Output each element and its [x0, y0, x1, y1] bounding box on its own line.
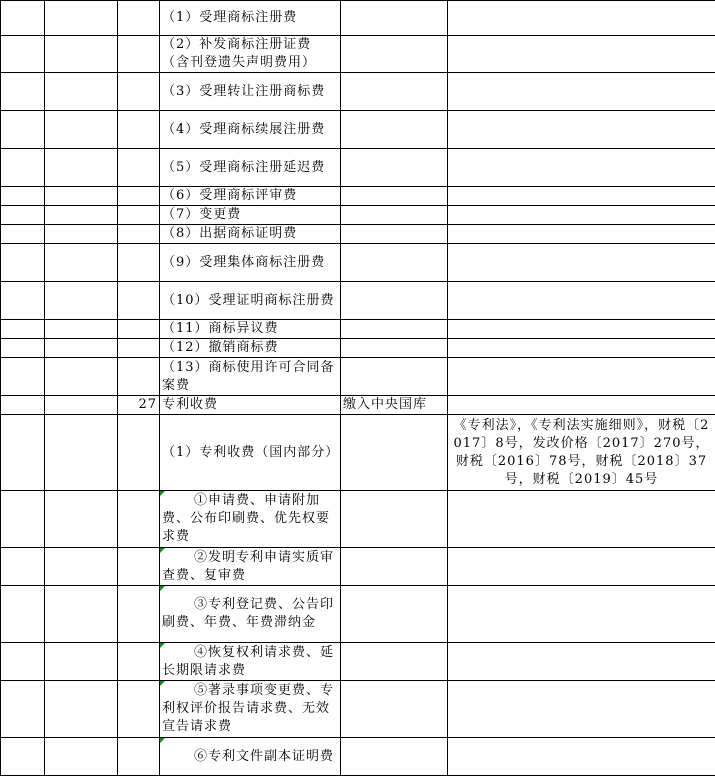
- cell-basis[interactable]: [448, 320, 715, 339]
- cell-basis[interactable]: [448, 738, 715, 776]
- cell-fee-item[interactable]: ②发明专利申请实质审查费、复审费: [160, 548, 341, 586]
- cell-basis[interactable]: [448, 36, 715, 73]
- cell-index[interactable]: [118, 643, 160, 681]
- cell-b[interactable]: [45, 415, 118, 491]
- cell-destination[interactable]: [341, 681, 448, 738]
- table-row: [1, 339, 715, 358]
- cell-basis[interactable]: [448, 244, 715, 282]
- cell-destination[interactable]: [341, 738, 448, 776]
- cell-index[interactable]: [118, 187, 160, 206]
- cell-basis[interactable]: [448, 73, 715, 111]
- cell-fee-item[interactable]: （3）受理转让注册商标费: [160, 73, 341, 111]
- cell-index[interactable]: [118, 225, 160, 244]
- cell-fee-item[interactable]: ③专利登记费、公告印刷费、年费、年费滞纳金: [160, 586, 341, 643]
- cell-a[interactable]: [1, 149, 45, 187]
- cell-basis[interactable]: [448, 225, 715, 244]
- cell-b[interactable]: [45, 643, 118, 681]
- cell-destination[interactable]: [341, 73, 448, 111]
- cell-a[interactable]: [1, 111, 45, 149]
- table-row: [1, 396, 715, 415]
- cell-fee-item[interactable]: （8）出据商标证明费: [160, 225, 341, 244]
- cell-index[interactable]: [118, 681, 160, 738]
- cell-a[interactable]: [1, 358, 45, 396]
- cell-index[interactable]: [118, 491, 160, 548]
- cell-basis[interactable]: [448, 548, 715, 586]
- cell-a[interactable]: [1, 282, 45, 320]
- cell-b[interactable]: [45, 244, 118, 282]
- table-row: [1, 358, 715, 396]
- cell-b[interactable]: [45, 586, 118, 643]
- cell-index[interactable]: [118, 1, 160, 36]
- cell-basis[interactable]: [448, 149, 715, 187]
- cell-fee-item[interactable]: （11）商标异议费: [160, 320, 341, 339]
- table-row: [1, 244, 715, 282]
- table-row: [1, 36, 715, 73]
- cell-a[interactable]: [1, 738, 45, 776]
- table-row: [1, 738, 715, 776]
- table-row: [1, 681, 715, 738]
- cell-basis[interactable]: [448, 282, 715, 320]
- cell-index[interactable]: [118, 358, 160, 396]
- cell-basis[interactable]: [448, 206, 715, 225]
- cell-a[interactable]: [1, 206, 45, 225]
- cell-basis[interactable]: [448, 358, 715, 396]
- table-row: [1, 282, 715, 320]
- cell-index[interactable]: [118, 586, 160, 643]
- cell-fee-item[interactable]: （5）受理商标注册延迟费: [160, 149, 341, 187]
- cell-a[interactable]: [1, 586, 45, 643]
- cell-fee-item[interactable]: （6）受理商标评审费: [160, 187, 341, 206]
- cell-destination[interactable]: [341, 548, 448, 586]
- cell-b[interactable]: [45, 358, 118, 396]
- cell-index[interactable]: [118, 36, 160, 73]
- table-row: [1, 225, 715, 244]
- cell-a[interactable]: [1, 548, 45, 586]
- cell-destination[interactable]: [341, 282, 448, 320]
- table-row: [1, 491, 715, 548]
- table-row: [1, 415, 715, 491]
- cell-fee-item[interactable]: （1）专利收费（国内部分）: [160, 415, 341, 491]
- cell-basis[interactable]: [448, 586, 715, 643]
- cell-destination[interactable]: [341, 643, 448, 681]
- cell-fee-item[interactable]: （10）受理证明商标注册费: [160, 282, 341, 320]
- cell-destination[interactable]: [341, 206, 448, 225]
- table-row: [1, 548, 715, 586]
- cell-basis[interactable]: [448, 111, 715, 149]
- cell-destination[interactable]: [341, 36, 448, 73]
- cell-fee-item[interactable]: （2）补发商标注册证费（含刊登遗失声明费用）: [160, 36, 341, 73]
- cell-destination[interactable]: [341, 339, 448, 358]
- table-row: [1, 1, 715, 36]
- cell-fee-item[interactable]: ①申请费、申请附加费、公布印刷费、优先权要求费: [160, 491, 341, 548]
- cell-b[interactable]: [45, 206, 118, 225]
- cell-basis[interactable]: [448, 339, 715, 358]
- cell-b[interactable]: [45, 225, 118, 244]
- table-row: [1, 320, 715, 339]
- cell-basis[interactable]: [448, 643, 715, 681]
- cell-destination[interactable]: [341, 187, 448, 206]
- cell-fee-item[interactable]: ⑤著录事项变更费、专利权评价报告请求费、无效宣告请求费: [160, 681, 341, 738]
- cell-destination[interactable]: [341, 320, 448, 339]
- cell-b[interactable]: [45, 187, 118, 206]
- cell-a[interactable]: [1, 73, 45, 111]
- table-row: [1, 206, 715, 225]
- table-row: [1, 149, 715, 187]
- cell-basis[interactable]: [448, 1, 715, 36]
- cell-a[interactable]: [1, 320, 45, 339]
- cell-b[interactable]: [45, 282, 118, 320]
- cell-a[interactable]: [1, 225, 45, 244]
- cell-fee-item[interactable]: （12）撤销商标费: [160, 339, 341, 358]
- table-row: [1, 643, 715, 681]
- cell-index[interactable]: [118, 548, 160, 586]
- cell-index[interactable]: [118, 149, 160, 187]
- cell-index[interactable]: 27: [118, 396, 160, 415]
- cell-b[interactable]: [45, 111, 118, 149]
- cell-fee-item[interactable]: ④恢复权利请求费、延长期限请求费: [160, 643, 341, 681]
- cell-basis[interactable]: 《专利法》，《专利法实施细则》，财税〔2017〕8号，发改价格〔2017〕270号，财税〔2016〕78号，财税〔2018〕37号，财税〔2019〕45号: [448, 415, 715, 491]
- table-row: [1, 73, 715, 111]
- table-row: [1, 111, 715, 149]
- cell-basis[interactable]: [448, 187, 715, 206]
- cell-fee-item[interactable]: （1）受理商标注册费: [160, 1, 341, 36]
- cell-b[interactable]: [45, 1, 118, 36]
- cell-a[interactable]: [1, 415, 45, 491]
- cell-b[interactable]: [45, 491, 118, 548]
- cell-fee-item[interactable]: （13）商标使用许可合同备案费: [160, 358, 341, 396]
- cell-destination[interactable]: [341, 415, 448, 491]
- cell-b[interactable]: [45, 396, 118, 415]
- cell-a[interactable]: [1, 187, 45, 206]
- cell-fee-item[interactable]: （4）受理商标续展注册费: [160, 111, 341, 149]
- cell-b[interactable]: [45, 548, 118, 586]
- cell-index[interactable]: [118, 206, 160, 225]
- cell-index[interactable]: [118, 282, 160, 320]
- cell-destination[interactable]: [341, 491, 448, 548]
- cell-destination[interactable]: [341, 358, 448, 396]
- cell-index[interactable]: [118, 244, 160, 282]
- cell-a[interactable]: [1, 681, 45, 738]
- cell-a[interactable]: [1, 643, 45, 681]
- cell-destination[interactable]: [341, 244, 448, 282]
- cell-destination[interactable]: 缴入中央国库: [341, 396, 448, 415]
- cell-fee-item[interactable]: ⑥专利文件副本证明费: [160, 738, 341, 776]
- cell-b[interactable]: [45, 320, 118, 339]
- cell-index[interactable]: [118, 73, 160, 111]
- cell-b[interactable]: [45, 149, 118, 187]
- cell-destination[interactable]: [341, 586, 448, 643]
- cell-basis[interactable]: [448, 681, 715, 738]
- cell-index[interactable]: [118, 320, 160, 339]
- cell-a[interactable]: [1, 1, 45, 36]
- cell-b[interactable]: [45, 681, 118, 738]
- cell-fee-item[interactable]: （9）受理集体商标注册费: [160, 244, 341, 282]
- cell-b[interactable]: [45, 73, 118, 111]
- cell-fee-item[interactable]: （7）变更费: [160, 206, 341, 225]
- cell-a[interactable]: [1, 339, 45, 358]
- table-row: [1, 187, 715, 206]
- cell-basis[interactable]: [448, 491, 715, 548]
- cell-a[interactable]: [1, 244, 45, 282]
- cell-index[interactable]: [118, 111, 160, 149]
- cell-index[interactable]: [118, 415, 160, 491]
- cell-index[interactable]: [118, 738, 160, 776]
- table-row: [1, 586, 715, 643]
- cell-a[interactable]: [1, 36, 45, 73]
- cell-b[interactable]: [45, 36, 118, 73]
- cell-destination[interactable]: [341, 149, 448, 187]
- cell-a[interactable]: [1, 491, 45, 548]
- cell-basis[interactable]: [448, 396, 715, 415]
- cell-destination[interactable]: [341, 225, 448, 244]
- cell-b[interactable]: [45, 339, 118, 358]
- cell-destination[interactable]: [341, 111, 448, 149]
- cell-destination[interactable]: [341, 1, 448, 36]
- cell-b[interactable]: [45, 738, 118, 776]
- cell-a[interactable]: [1, 396, 45, 415]
- cell-index[interactable]: [118, 339, 160, 358]
- cell-fee-item[interactable]: 专利收费: [160, 396, 341, 415]
